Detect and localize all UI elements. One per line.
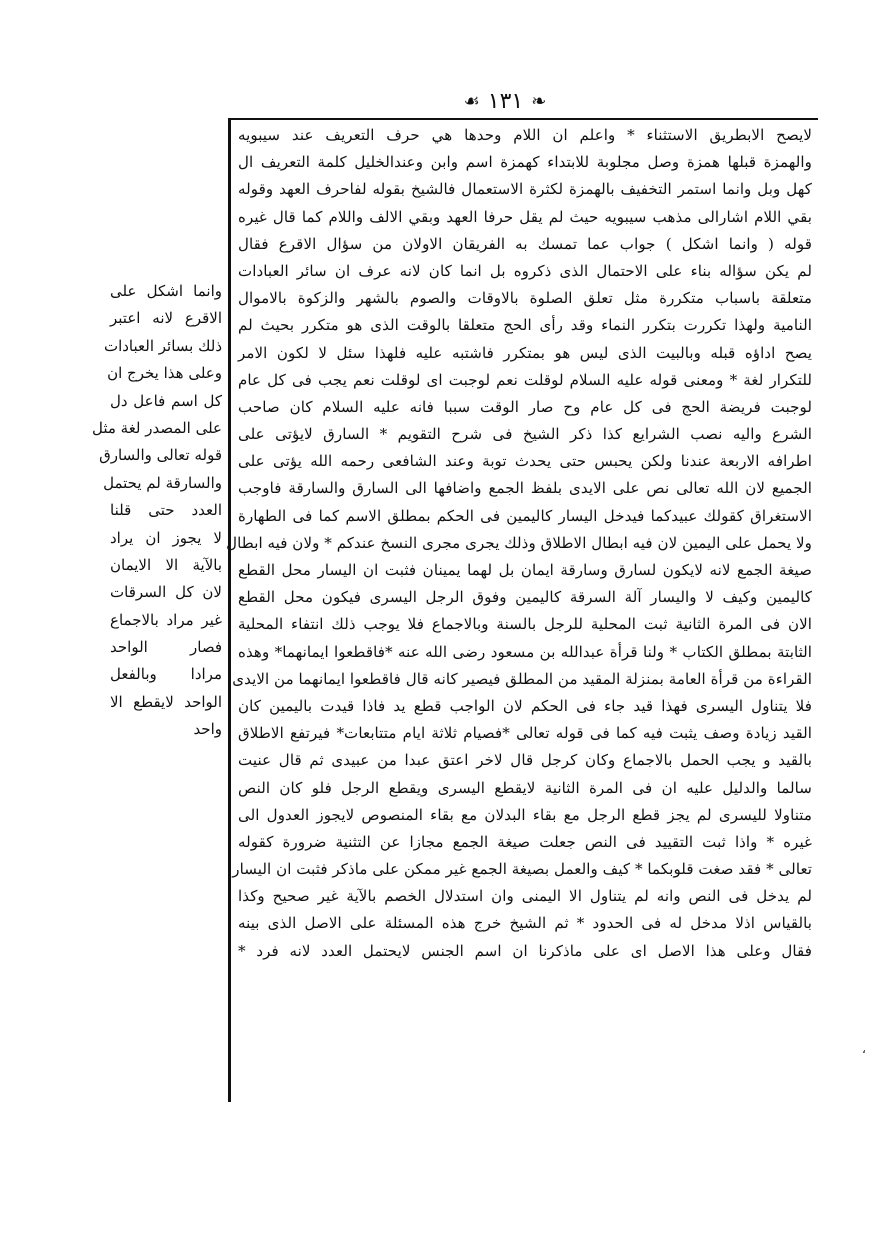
main-text-line: الان فى المرة الثانية ثبت المحلية للرجل بالسنة وبالاجماع فلا يوجب ذلك انتفاء المحلية — [238, 615, 812, 634]
margin-note-line: والسارقة لم يحتمل — [103, 473, 222, 492]
margin-note-line: وانما اشكل على — [110, 282, 222, 300]
margin-note-line: ذلك بسائر العبادات — [103, 336, 222, 355]
margin-note-line: العدد حتى قلنا — [110, 501, 222, 520]
main-text-line: كهل وبل وانما استمر التخفيف بالهمزة لكثرة الاستعمال فالشيخ بقوله لفاحرف العهد وقوله — [238, 180, 812, 199]
main-text-line: كاليمين وكيف لا واليسار آلة السرقة كاليمين وفوق الرجل اليسرى فيكون محل القطع — [238, 588, 812, 607]
main-text-block — [226, 122, 812, 1102]
main-text-line: الاستغراق كقولك عبيدكما فيدخل اليسار كاليمين فى الحكم بمطلق الاسم كما فى الطهارة — [238, 506, 812, 525]
main-text-line: سالما والدليل عليه ان فى المرة الثانية لايقطع اليسرى ويقطع الرجل فلو كان النص — [238, 778, 812, 797]
margin-note-line: الواحد لايقطع الا — [110, 692, 222, 711]
main-text-line: الجميع لان الله تعالى نص على الايدى بلفظ الجمع واضافها الى السارق والسارقة فاوجب — [238, 479, 812, 498]
page-number: ١٣١ — [487, 88, 524, 114]
margin-note-line: لان كل السرقات — [110, 583, 222, 602]
margin-note-line: غير مراد بالاجماع — [110, 610, 222, 629]
main-text-line: لوجبت فريضة الحج فى كل عام وح صار الوقت سببا فانه عليه السلام كان صاحب — [238, 397, 812, 416]
margin-note-line: واحد — [193, 720, 222, 739]
main-text-line: لم يدخل فى النص وانه لم يتناول الا اليمنى وان استدلال الخصم بالآية غير صحيح وكذا — [238, 887, 812, 906]
margin-note-line: الاقرع لانه اعتبر — [110, 309, 222, 328]
main-text-line: القيد زيادة وصف يثبت فيه كما فى قوله تعالى *فصيام ثلاثة ايام متتابعات* فيرتفع الاطلاق — [238, 724, 812, 743]
margin-note-line: كل اسم فاعل دل — [110, 391, 222, 410]
margin-note-line: على المصدر لغة مثل — [91, 418, 222, 437]
margin-note-line: لا يجوز ان يراد — [110, 528, 222, 547]
ornament-right-icon: ❧ — [531, 90, 547, 112]
main-text-line: فقال وعلى هذا الاصل اى على ماذكرنا ان اسم الجنس لايحتمل العدد لانه فرد * — [238, 941, 812, 960]
main-text-line: بالقياس اذلا مدخل له فى الحدود * ثم الشيخ خرج هذه المسئلة على الاصل الذى بينه — [238, 914, 812, 933]
main-text-line: لايصح الابطريق الاستثناء * واعلم ان اللام وحدها هي حرف التعريف عند سيبويه — [238, 126, 812, 144]
main-text-line: تعالى * فقد صغت قلوبكما * كيف والعمل بصيغة الجمع غير ممكن على ماذكر فثبت ان اليسار — [232, 860, 812, 879]
main-text-line: فلا يتناول اليسرى فهذا قيد جاء فى الحكم لان الواجب قطع يد فاذا قيدت باليمين كان — [238, 696, 812, 715]
page-header — [440, 86, 570, 116]
margin-commentary — [91, 278, 222, 744]
ornament-left-icon: ☙ — [463, 90, 480, 112]
main-text-line: الشرع واليه نصب الشرايع كذا ذكر الشيخ فى شرح التقويم * السارق لايؤتى على — [238, 425, 812, 444]
main-text-line: يصح اداؤه قبله وبالبيت الذى ليس هو بمتكرر فاشتبه عليه فلهذا سئل لا لكون الامر — [238, 343, 812, 362]
main-text-line: غيره * واذا ثبت التقييد فى النص جعلت صيغة الجمع مجازا عن التثنية ضرورة كقوله — [238, 832, 812, 851]
main-text-line: متناولا لليسرى لم يجز قطع الرجل مع بقاء البدلان مع بقاء المنصوص لايجوز العدول الى — [238, 805, 812, 824]
main-text-line: للتكرار لغة * ومعنى قوله عليه السلام لوقلت نعم لوجبت اى لوقلت نعم يجب فى كل عام — [238, 370, 812, 389]
main-text-line: النامية ولهذا تكررت بتكرر النماء وقد رأى الحج متعلقا بالوقت الذى هو متكرر بحيث لم — [238, 316, 812, 335]
main-text-line: صيغة الجمع لانه لايكون لسارق وسارقة ايمان بل لهما يمينان فثبت ان اليسار محل القطع — [238, 561, 812, 579]
main-text-line: ولا يحمل على اليمين لان فيه ابطال الاطلاق وذلك يجرى مجرى النسخ عندكم * ولان فيه ابطال — [226, 533, 812, 552]
main-text-line: قوله ( وانما اشكل ) جواب عما تمسك به الفريقان الاولان من سؤال الاقرع فقال — [238, 234, 812, 253]
margin-note-line: مرادا وبالفعل — [110, 665, 222, 684]
margin-note-line: فصار الواحد — [110, 638, 222, 657]
margin-note-line: وعلى هذا يخرج ان — [107, 364, 222, 383]
main-text-line: بقي اللام اشارالى مذهب سيبويه حيث لم يقل حرفا العهد وبقي الالف واللام كما قال غيره — [238, 207, 812, 226]
stray-mark: ، — [862, 1042, 866, 1056]
main-text-line: اطرافه الاربعة عندنا ولكن يحبس حتى يحدث توبة وعند الشافعى رحمه الله يؤتى على — [238, 452, 812, 471]
margin-note-line: قوله تعالى والسارق — [99, 446, 222, 465]
main-text-line: الثابتة بمطلق الكتاب * ولنا قرأة عبدالله بن مسعود رضى الله عنه *فاقطعوا ايمانهما* وهذه — [238, 642, 812, 661]
main-text-line: القراءة من قرأة العامة بمنزلة المقيد من المطلق فيصير كانه قال فاقطعوا ايمانهما من الايدى — [232, 669, 812, 688]
main-text-line: والهمزة قبلها همزة وصل مجلوبة للابتداء كهمزة اسم وابن وعندالخليل كلمة التعريف ال — [238, 153, 812, 172]
main-text-line: لم يكن سؤاله بناء على الاحتمال الذى ذكروه بل انما كان لانه عرف ان سائر العبادات — [238, 261, 812, 280]
main-text-line: متعلقة باسباب متكررة مثل تعلق الصلوة بالاوقات والصوم بالشهر والزكوة بالاموال — [238, 289, 812, 308]
margin-note-line: بالآية الا الايمان — [110, 555, 222, 574]
main-text-line: بالقيد و يجب الحمل بالاجماع وكان كرجل قال لاخر اعتق عبدا من عبيدى ثم قال عنيت — [238, 751, 812, 770]
